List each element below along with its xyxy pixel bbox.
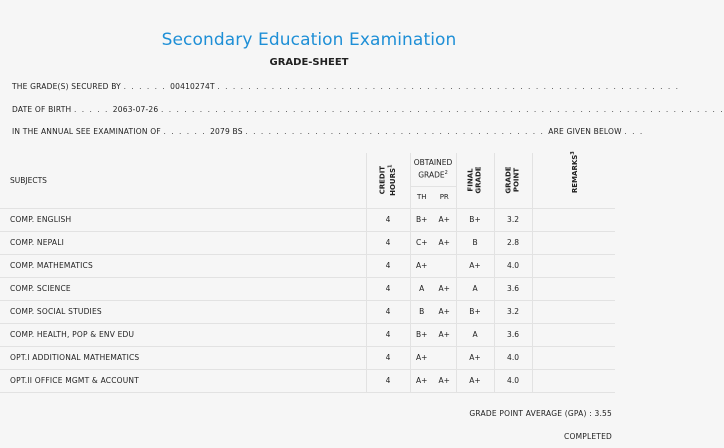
grade-point-cell: 3.2	[494, 300, 532, 323]
pr-grade-cell	[433, 254, 456, 277]
header-remarks: REMARKS$^3$	[532, 153, 615, 208]
table-row	[0, 277, 615, 300]
table-row	[0, 254, 615, 277]
header-pr: PR	[433, 186, 456, 208]
table-row	[0, 369, 615, 392]
pr-grade-cell: A+	[433, 369, 456, 392]
table-header-row	[0, 153, 615, 186]
final-grade-cell: B+	[456, 208, 494, 231]
dot-leader: . . . . . .	[123, 82, 171, 91]
grade-point-cell: 4.0	[494, 254, 532, 277]
grade-point-cell: 3.6	[494, 277, 532, 300]
credit-cell: 4	[366, 323, 410, 346]
dot-leader: . . . . . .	[163, 127, 211, 136]
th-grade-cell: A+	[410, 369, 433, 392]
th-grade-cell: B+	[410, 323, 433, 346]
final-grade-cell: A+	[456, 254, 494, 277]
grade-sheet-heading: GRADE-SHEET	[269, 57, 349, 68]
credit-cell: 4	[366, 254, 410, 277]
th-grade-cell: B+	[410, 208, 433, 231]
credit-cell: 4	[366, 300, 410, 323]
th-grade-cell: A	[410, 277, 433, 300]
exam-year: 2079 BS	[210, 127, 243, 136]
remarks-cell	[532, 346, 615, 369]
pr-grade-cell: A+	[433, 277, 456, 300]
gpa-line	[469, 409, 612, 418]
table-row	[0, 346, 615, 369]
pr-grade-cell: A+	[433, 208, 456, 231]
pr-grade-cell	[433, 346, 456, 369]
subject-cell: COMP. SCIENCE	[0, 277, 366, 300]
table-row	[0, 231, 615, 254]
status-text: COMPLETED	[564, 432, 612, 441]
page-title: Secondary Education Examination	[161, 30, 457, 50]
gpa-value: 3.55	[594, 409, 612, 418]
dot-leader: . . . . . . . . . . . . . . . . . . . . . . . . . . . . . . . . . . . . . . . . . . . . . . . . . . . . . . . . . . . .	[217, 82, 680, 91]
dot-leader: . . .	[624, 127, 644, 136]
remarks-cell	[532, 369, 615, 392]
final-grade-cell: A	[456, 277, 494, 300]
remarks-cell	[532, 254, 615, 277]
header-obtained-grade: OBTAINED GRADE$^2$	[410, 153, 456, 186]
th-grade-cell: A+	[410, 346, 433, 369]
dob-value: 2063-07-26	[112, 105, 159, 114]
final-grade-cell: A+	[456, 369, 494, 392]
header-subjects: SUBJECTS	[0, 153, 366, 208]
table-row	[0, 323, 615, 346]
subject-cell: COMP. ENGLISH	[0, 208, 366, 231]
grade-point-cell: 3.2	[494, 208, 532, 231]
pr-grade-cell: A+	[433, 300, 456, 323]
grade-point-cell: 2.8	[494, 231, 532, 254]
grade-table	[0, 153, 615, 393]
th-grade-cell: A+	[410, 254, 433, 277]
grade-point-cell: 4.0	[494, 369, 532, 392]
grades-secured-line	[12, 82, 680, 91]
dob-label: DATE OF BIRTH	[12, 105, 72, 114]
dot-leader: . . . . .	[73, 105, 113, 114]
remarks-cell	[532, 208, 615, 231]
dob-line	[12, 105, 724, 114]
th-grade-cell: C+	[410, 231, 433, 254]
subject-cell: OPT.I ADDITIONAL MATHEMATICS	[0, 346, 366, 369]
th-grade-cell: B	[410, 300, 433, 323]
remarks-cell	[532, 300, 615, 323]
header-credit-hours: CREDIT HOURS$^1$	[366, 153, 410, 208]
dot-leader: . . . . . . . . . . . . . . . . . . . . . . . . . . . . . . . . . . . . . . . . . . . . . . . . . . . . . . . . . . . . . . . . . . . . . . . . .	[160, 105, 724, 114]
table-row	[0, 208, 615, 231]
subject-cell: OPT.II OFFICE MGMT & ACCOUNT	[0, 369, 366, 392]
symbol-number: 00410274T	[170, 82, 215, 91]
credit-cell: 4	[366, 277, 410, 300]
subject-cell: COMP. SOCIAL STUDIES	[0, 300, 366, 323]
credit-cell: 4	[366, 231, 410, 254]
pr-grade-cell: A+	[433, 231, 456, 254]
remarks-cell	[532, 231, 615, 254]
exam-line	[12, 127, 644, 136]
grades-secured-label: THE GRADE(S) SECURED BY	[12, 82, 121, 91]
final-grade-cell: A	[456, 323, 494, 346]
header-grade-point: GRADE POINT	[494, 153, 532, 208]
final-grade-cell: B+	[456, 300, 494, 323]
exam-label: IN THE ANNUAL SEE EXAMINATION OF	[12, 127, 161, 136]
subject-cell: COMP. MATHEMATICS	[0, 254, 366, 277]
credit-cell: 4	[366, 208, 410, 231]
given-below-label: ARE GIVEN BELOW	[548, 127, 622, 136]
credit-cell: 4	[366, 346, 410, 369]
final-grade-cell: B	[456, 231, 494, 254]
header-final-grade: FINAL GRADE	[456, 153, 494, 208]
subject-cell: COMP. NEPALI	[0, 231, 366, 254]
remarks-cell	[532, 277, 615, 300]
gpa-label: GRADE POINT AVERAGE (GPA) :	[469, 409, 592, 418]
final-grade-cell: A+	[456, 346, 494, 369]
pr-grade-cell: A+	[433, 323, 456, 346]
grade-point-cell: 4.0	[494, 346, 532, 369]
header-th: TH	[410, 186, 433, 208]
dot-leader: . . . . . . . . . . . . . . . . . . . . . . . . . . . . . . . . . . . . . . .	[245, 127, 549, 136]
subject-cell: COMP. HEALTH, POP & ENV EDU	[0, 323, 366, 346]
table-row	[0, 300, 615, 323]
grade-point-cell: 3.6	[494, 323, 532, 346]
credit-cell: 4	[366, 369, 410, 392]
remarks-cell	[532, 323, 615, 346]
